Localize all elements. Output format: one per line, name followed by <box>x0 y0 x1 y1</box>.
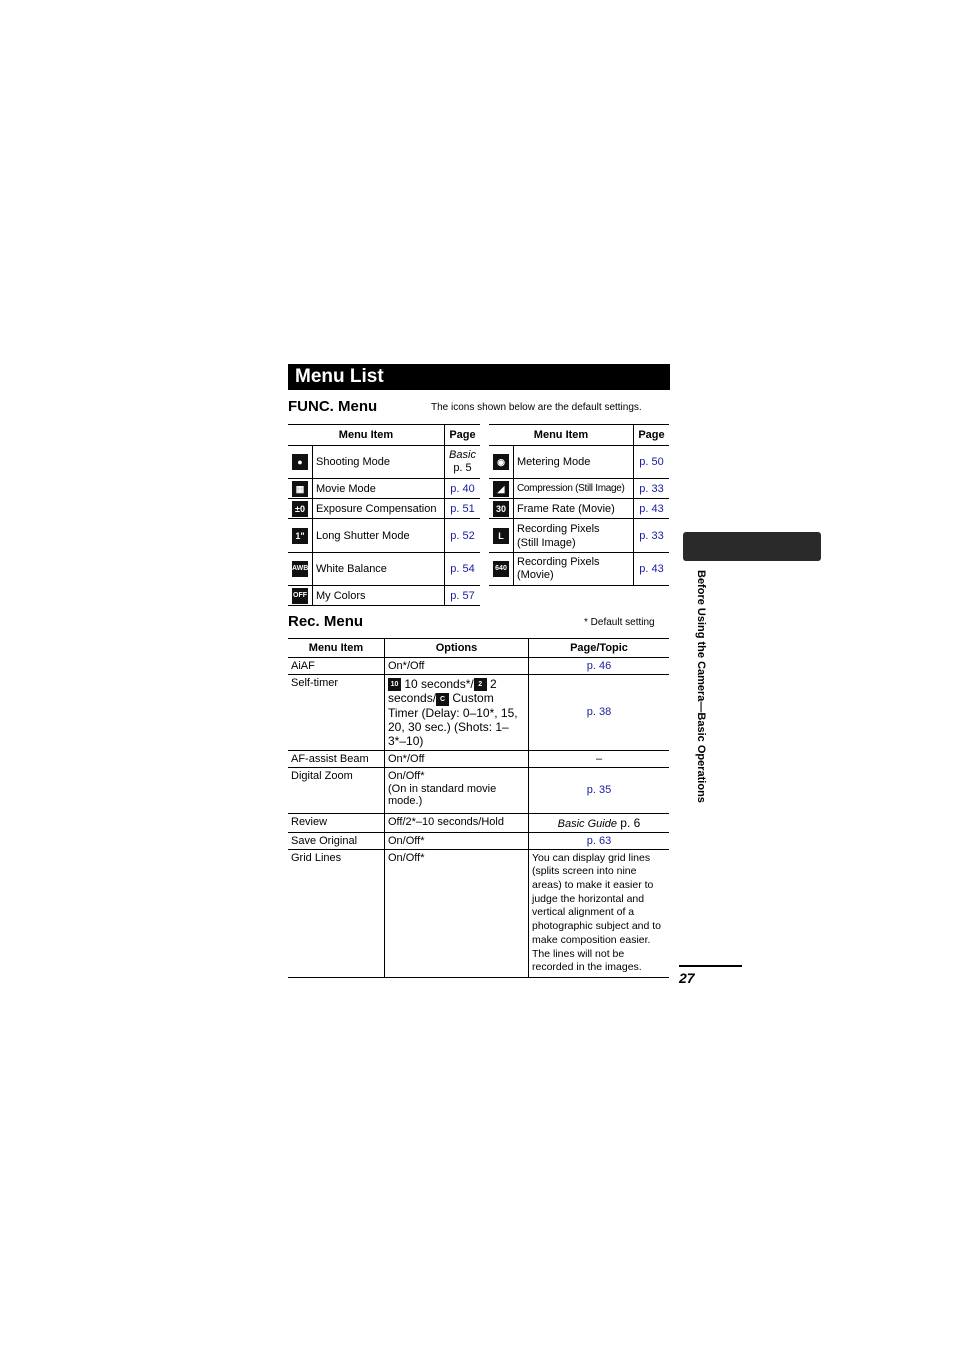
table-row <box>489 446 669 479</box>
func-table-right <box>489 424 669 586</box>
page-title: Menu List <box>288 364 670 390</box>
self-timer-10s-icon: 10 <box>388 678 401 691</box>
section-label <box>693 570 707 840</box>
col-header-page: Page <box>445 425 481 446</box>
option-text: 10 seconds*/ <box>401 677 474 691</box>
page-link[interactable]: p. 54 <box>445 553 481 586</box>
table-row <box>288 553 480 586</box>
table-row <box>288 586 480 606</box>
menu-item-label: Movie Mode <box>313 479 445 499</box>
menu-item: Self-timer <box>288 675 385 751</box>
col-header-item: Menu Item <box>288 639 385 658</box>
my-colors-icon: OFF <box>292 588 308 604</box>
menu-item-label: Compression (Still Image) <box>514 479 634 499</box>
option-note: (On in standard movie mode.) <box>388 782 497 807</box>
table-row <box>288 767 669 813</box>
exposure-icon: ±0 <box>292 501 308 517</box>
options: On*/Off <box>385 658 529 675</box>
topic-emphasis: Basic Guide <box>557 817 617 830</box>
rec-pixels-still-icon: L <box>493 528 509 544</box>
menu-item-label: Frame Rate (Movie) <box>514 499 634 519</box>
menu-item-label: Metering Mode <box>514 446 634 479</box>
func-menu-note: The icons shown below are the default settings. <box>431 402 642 413</box>
page-link[interactable]: p. 63 <box>529 832 670 849</box>
menu-item-label: My Colors <box>313 586 445 606</box>
long-shutter-icon: 1" <box>292 528 308 544</box>
menu-item-label: Exposure Compensation <box>313 499 445 519</box>
topic <box>529 813 670 832</box>
menu-item-label: Recording Pixels (Still Image) <box>514 519 634 553</box>
page-link[interactable]: p. 46 <box>529 658 670 675</box>
camera-icon: ● <box>292 454 308 470</box>
options <box>385 675 529 751</box>
menu-item: AiAF <box>288 658 385 675</box>
rec-pixels-movie-icon: 640 <box>493 561 509 577</box>
page-link[interactable]: p. 52 <box>445 519 481 553</box>
page-link[interactable]: p. 43 <box>634 553 670 586</box>
table-row <box>288 446 480 479</box>
table-row <box>288 849 669 977</box>
options: On*/Off <box>385 750 529 767</box>
table-row <box>288 750 669 767</box>
page-ref: p. 5 <box>453 462 472 474</box>
topic: You can display grid lines (splits screen into nine areas) to make it easier to judge the horizontal and vertical alignment of a photographic subject and to make composition easier. The lines will not be recorded in the images. <box>529 849 670 977</box>
table-row <box>288 479 480 499</box>
topic-page: p. 6 <box>616 815 641 830</box>
page-link[interactable]: p. 33 <box>634 479 670 499</box>
page-link[interactable]: p. 51 <box>445 499 481 519</box>
menu-item-label: Recording Pixels (Movie) <box>514 553 634 586</box>
custom-timer-icon: C <box>436 693 449 706</box>
options <box>385 767 529 813</box>
page-link[interactable]: p. 35 <box>529 767 670 813</box>
default-setting-note: * Default setting <box>584 617 655 628</box>
rec-menu-heading: Rec. Menu <box>288 613 364 630</box>
menu-item-label: Long Shutter Mode <box>313 519 445 553</box>
table-row <box>288 519 480 553</box>
table-row <box>288 499 480 519</box>
self-timer-2s-icon: 2 <box>474 678 487 691</box>
menu-item-label: Shooting Mode <box>313 446 445 479</box>
col-header-page: Page <box>634 425 670 446</box>
page-link[interactable]: p. 50 <box>634 446 670 479</box>
page-link[interactable]: p. 57 <box>445 586 481 606</box>
col-header-item: Menu Item <box>489 425 634 446</box>
section-label-text: Before Using the Camera—Basic Operations <box>695 570 707 803</box>
compression-icon: ◢ <box>493 481 509 497</box>
menu-item-label: White Balance <box>313 553 445 586</box>
func-menu-heading: FUNC. Menu <box>288 398 378 415</box>
option-text: On/Off* <box>388 769 425 782</box>
table-row <box>288 832 669 849</box>
options: On/Off* <box>385 832 529 849</box>
page-link[interactable]: p. 38 <box>529 675 670 751</box>
menu-item: Review <box>288 813 385 832</box>
options: Off/2*–10 seconds/Hold <box>385 813 529 832</box>
table-row <box>489 553 669 586</box>
table-row <box>288 813 669 832</box>
page-link[interactable]: p. 33 <box>634 519 670 553</box>
table-row <box>489 499 669 519</box>
rec-menu-table <box>288 638 669 978</box>
awb-icon: AWB <box>292 561 308 577</box>
section-tab <box>683 532 821 561</box>
metering-icon: ◉ <box>493 454 509 470</box>
page-number-rule <box>679 965 742 967</box>
page-number: 27 <box>679 970 695 986</box>
option-text: Custom Timer (Delay: 0–10*, 15, 20, 30 sec.) (Shots: 1–3*–10) <box>388 691 518 748</box>
col-header-topic: Page/Topic <box>529 639 670 658</box>
page-link[interactable]: p. 40 <box>445 479 481 499</box>
menu-item: Save Original <box>288 832 385 849</box>
frame-rate-icon: 30 <box>493 501 509 517</box>
menu-item: Grid Lines <box>288 849 385 977</box>
page-ref-emphasis: Basic <box>449 449 476 461</box>
movie-icon: ▦ <box>292 481 308 497</box>
table-row <box>489 479 669 499</box>
table-row <box>489 519 669 553</box>
options: On/Off* <box>385 849 529 977</box>
col-header-item: Menu Item <box>288 425 445 446</box>
menu-item: AF-assist Beam <box>288 750 385 767</box>
func-table-left <box>288 424 480 606</box>
col-header-options: Options <box>385 639 529 658</box>
table-row <box>288 675 669 751</box>
menu-item: Digital Zoom <box>288 767 385 813</box>
page-link[interactable]: p. 43 <box>634 499 670 519</box>
table-row <box>288 658 669 675</box>
topic: – <box>529 750 670 767</box>
option-text: 2 seconds/ <box>388 677 497 706</box>
